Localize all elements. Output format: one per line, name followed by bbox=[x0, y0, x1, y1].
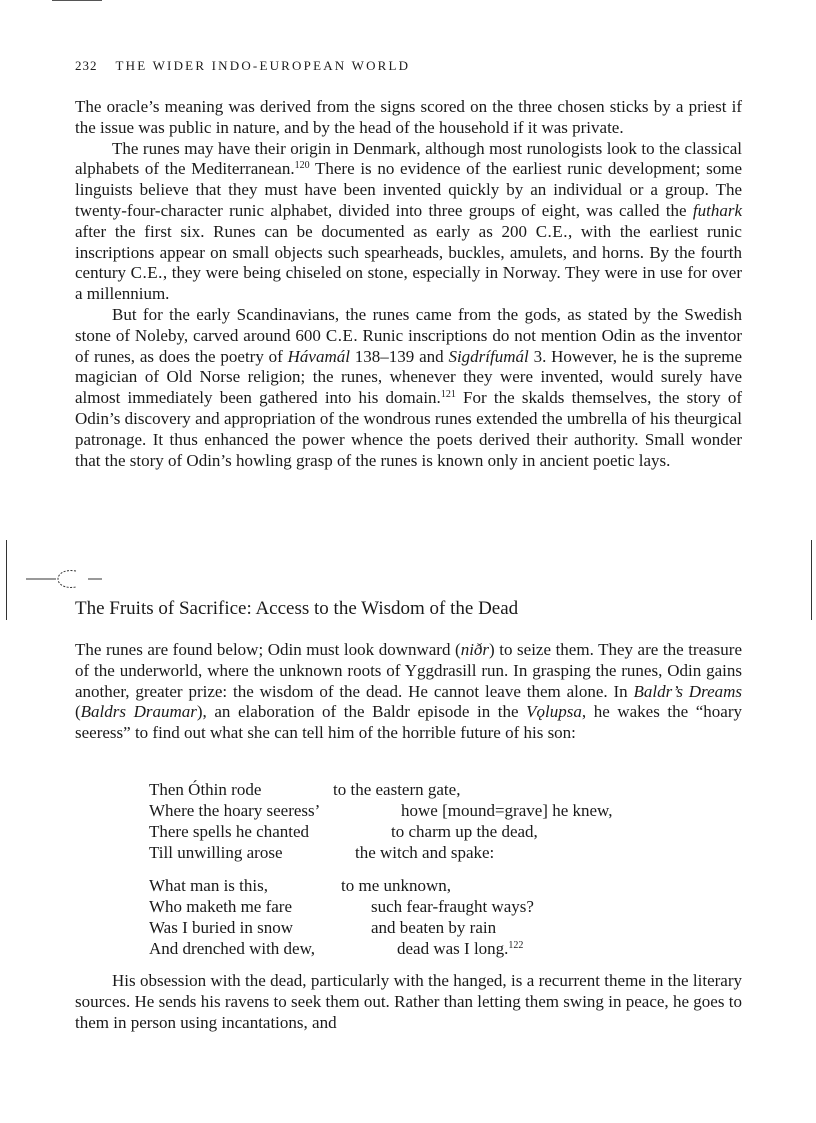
running-title: THE WIDER INDO-EUROPEAN WORLD bbox=[115, 58, 411, 73]
text-run: 3. However, he is the supreme magician of Old Norse religion; the runes, whenever they were invented, would surely have almost immediately been gathered into his domain. bbox=[75, 346, 743, 408]
poem-line-right: the witch and spake: bbox=[355, 843, 495, 862]
poem-line-right: such fear-fraught ways? bbox=[371, 897, 534, 916]
footnote-ref-122: 122 bbox=[508, 940, 524, 951]
poem-line-right: to the eastern gate, bbox=[333, 780, 461, 799]
top-crop-rule bbox=[52, 0, 102, 1]
poem-line-right: to charm up the dead, bbox=[391, 822, 538, 841]
poem-line bbox=[149, 917, 534, 938]
text-run: The runes may have their origin in Denmark, although most runologists look to the classical alphabets of the Mediterranean. bbox=[75, 138, 742, 179]
section-break-ornament bbox=[24, 566, 114, 592]
section-heading: The Fruits of Sacrifice: Access to the Wisdom of the Dead bbox=[75, 598, 519, 619]
poem-line bbox=[149, 779, 612, 800]
poem-line-right: dead was I long. bbox=[397, 939, 509, 958]
paragraph-runes-origin bbox=[75, 139, 742, 305]
body-text-section-1 bbox=[75, 97, 742, 471]
poem-line bbox=[149, 842, 612, 863]
paragraph-oracle: The oracle’s meaning was derived from the signs scored on the three chosen sticks by a priest if the issue was public in nature, and by the head of the household if it was private. bbox=[75, 97, 742, 137]
poem-line-right: howe [mound=grave] he knew, bbox=[401, 801, 613, 820]
poem-line-left: And drenched with dew, bbox=[149, 939, 316, 958]
text-run: There is no evidence of the earliest runic development; some linguists believe that they must have been invented quickly by an individual or a group. The twenty-four-character runic alphabet, divided into three groups of eight, was called the bbox=[75, 159, 742, 220]
text-run: For the skalds themselves, the story of Odin’s discovery and appropriation of the wondrous runes extended the umbrella of his theurgical patronage. It thus enhanced the power whence the poets derived their authority. Small wonder that the story of Odin’s howling grasp of the runes is known only in ancient poetic lays. bbox=[75, 388, 742, 470]
text-run: The runes are found below; Odin must look downward ( bbox=[75, 640, 461, 659]
text-run: , with the earliest runic inscriptions appear on small objects such spearheads, buckles, amulets, and horns. By the fourth century bbox=[75, 221, 742, 283]
poem-line bbox=[149, 875, 534, 896]
era-abbrev: C.E. bbox=[535, 221, 568, 241]
title-volupsa: Vǫlupsa bbox=[526, 702, 582, 722]
footnote-ref-121: 121 bbox=[440, 389, 456, 401]
text-run: But for the early Scandinavians, the runes came from the gods, as stated by the Swedish stone of Noleby, carved around 600 bbox=[75, 304, 742, 345]
poem-line-left: What man is this, bbox=[149, 876, 268, 895]
paragraph-scandinavians bbox=[75, 305, 742, 471]
text-run: ) to seize them. They are the treasure of the underworld, where the unknown roots of Yggdrasill run. In grasping the runes, Odin gains another, greater prize: the wisdom of the dead. He cannot leave them alone. In bbox=[75, 640, 742, 701]
title-sigdrifumal: Sigdrífumál bbox=[448, 346, 529, 366]
right-crop-mark bbox=[811, 540, 812, 620]
text-run: , he wakes the “hoary seeress” to find out what she can tell him of the horrible future of his son: bbox=[75, 702, 743, 743]
poem-line bbox=[149, 800, 612, 821]
footnote-ref-120: 120 bbox=[294, 160, 310, 172]
paragraph-obsession: His obsession with the dead, particularly with the hanged, is a recurrent theme in the literary sources. He sends his ravens to seek them out. Rather than letting them swing in peace, he goes to them in person using incantations, and bbox=[75, 971, 742, 1032]
paragraph-runes-below bbox=[75, 640, 742, 744]
poem-line-left: Was I buried in snow bbox=[149, 918, 294, 937]
poem-line bbox=[149, 821, 612, 842]
text-run: 138–139 and bbox=[349, 346, 449, 366]
poem-line-right: and beaten by rain bbox=[371, 918, 497, 937]
term-nidr: niðr bbox=[460, 640, 490, 659]
poem-line bbox=[149, 938, 534, 959]
body-text-section-3 bbox=[75, 971, 742, 1033]
running-header bbox=[75, 58, 745, 74]
poem-line-left: Where the hoary seeress’ bbox=[149, 801, 321, 820]
poem-stanza-2 bbox=[149, 875, 534, 959]
text-run: , they were being chiseled on stone, especially in Norway. They were in use for over a millennium. bbox=[75, 263, 742, 304]
poem-stanza-1 bbox=[149, 779, 612, 863]
term-futhark: futhark bbox=[692, 200, 742, 220]
text-run: after the first six. Runes can be documented as early as 200 bbox=[75, 221, 536, 241]
poem-line-left: There spells he chanted bbox=[149, 822, 310, 841]
title-baldrs-draumar: Baldrs Draumar bbox=[80, 702, 197, 722]
poem-line-right: to me unknown, bbox=[341, 876, 452, 895]
body-text-section-2 bbox=[75, 640, 742, 744]
poem-line-left: Then Óthin rode bbox=[149, 780, 262, 799]
poem-line bbox=[149, 896, 534, 917]
page-number: 232 bbox=[75, 58, 98, 73]
text-run: ( bbox=[75, 702, 81, 722]
title-havamal: Hávamál bbox=[287, 346, 350, 366]
era-abbrev: C.E bbox=[325, 325, 354, 345]
title-baldrs-dreams: Baldr’s Dreams bbox=[633, 681, 743, 701]
text-run: ), an elaboration of the Baldr episode in the bbox=[196, 702, 527, 722]
left-crop-mark bbox=[6, 540, 7, 620]
poem-line-left: Who maketh me fare bbox=[149, 897, 293, 916]
text-run: . Runic inscriptions do not mention Odin as the inventor of runes, as does the poetry of bbox=[75, 325, 742, 366]
poem-line-left: Till unwilling arose bbox=[149, 843, 283, 862]
era-abbrev: C.E. bbox=[130, 263, 163, 283]
